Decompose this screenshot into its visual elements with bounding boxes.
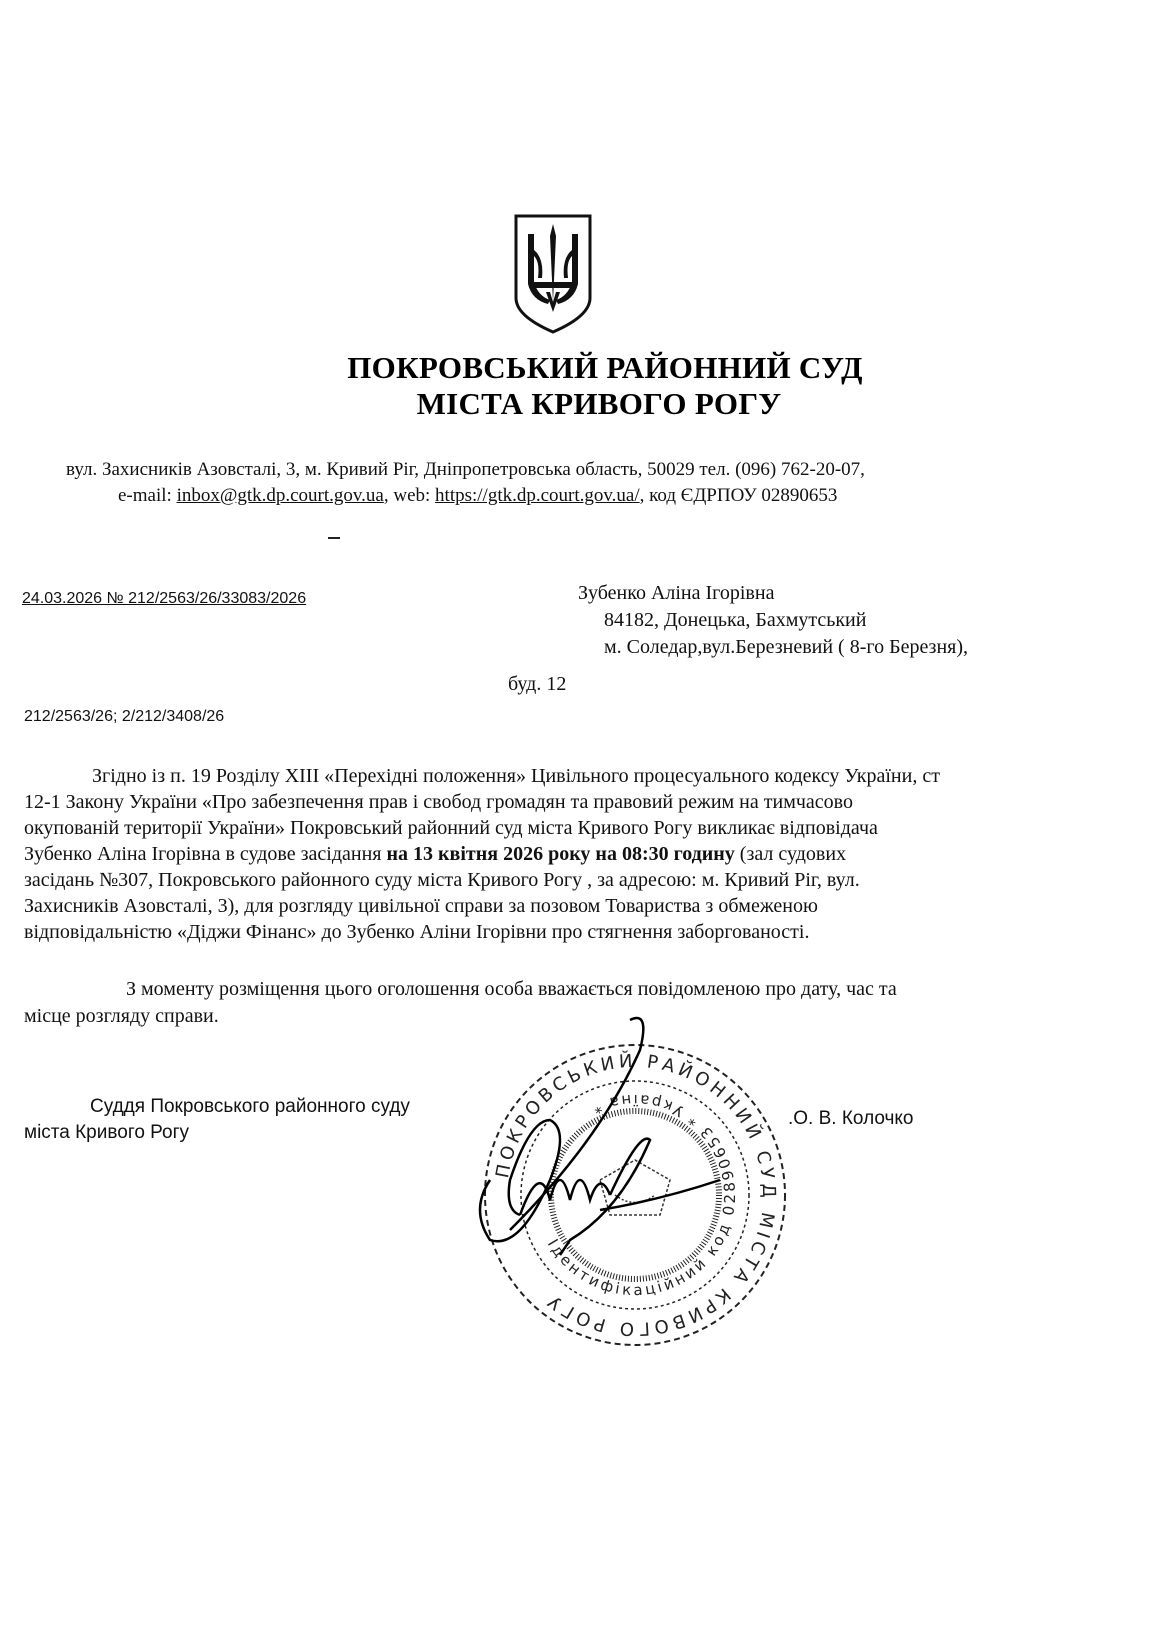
court-address: вул. Захисників Азовсталі, 3, м. Кривий Ріг, Дніпропетровська область, 50029 тел. (096) 762-20-07, bbox=[66, 459, 865, 480]
judge-position-line2: міста Кривого Рогу bbox=[24, 1122, 190, 1143]
body-line: Згідно із п. 19 Розділу XIII «Перехідні положення» Цивільного процесуального кодексу України, ст bbox=[92, 765, 940, 787]
court-name-line2: МІСТА КРИВОГО РОГУ bbox=[416, 386, 782, 421]
svg-text:ПОКРОВСЬКИЙ РАЙОННИЙ СУД МІСТА: ПОКРОВСЬКИЙ РАЙОННИЙ СУД МІСТА КРИВОГО РОГУ bbox=[492, 1050, 780, 1340]
court-contacts bbox=[118, 485, 837, 507]
hearing-datetime: на 13 квітня 2026 року на 08:30 годину bbox=[386, 843, 735, 865]
web-label: , web: bbox=[383, 485, 436, 506]
judge-position-line1: Суддя Покровського районного суду bbox=[90, 1096, 410, 1117]
case-numbers: 212/2563/26; 2/212/3408/26 bbox=[24, 708, 225, 725]
outgoing-reference: 24.03.2026 № 212/2563/26/33083/2026 bbox=[22, 590, 307, 607]
divider-mark bbox=[328, 537, 340, 539]
body-line: Захисників Азовсталі, 3), для розгляду цивільної справи за позовом Товариства з обмеженою bbox=[24, 895, 818, 917]
svg-text:Ідентифікаційний код 02890653: Ідентифікаційний код 02890653 * Україна * bbox=[543, 1090, 740, 1300]
body-line-hearing bbox=[24, 843, 846, 866]
coat-of-arms-icon bbox=[512, 212, 594, 336]
recipient-address-line1: 84182, Донецька, Бахмутський bbox=[604, 609, 867, 631]
body-text: (зал судових bbox=[734, 843, 847, 865]
edrpou-code: , код ЄДРПОУ 02890653 bbox=[639, 485, 838, 506]
email-label: e-mail: bbox=[118, 485, 177, 506]
body-line: окупованій території України» Покровський районний суд міста Кривого Рогу викликає відповідача bbox=[24, 817, 878, 839]
judge-signature-icon bbox=[450, 1010, 740, 1270]
recipient-name: Зубенко Аліна Ігорівна bbox=[578, 582, 775, 604]
judge-name: .О. В. Колочко bbox=[788, 1108, 914, 1129]
body-line: відповідальністю «Діджи Фінанс» до Зубенко Аліни Ігорівни про стягнення заборгованості. bbox=[24, 921, 810, 943]
web-link[interactable]: https://gtk.dp.court.gov.ua/ bbox=[435, 485, 640, 506]
body-text: Зубенко Аліна Ігорівна в судове засідання bbox=[24, 843, 387, 865]
recipient-address-line2: м. Соледар,вул.Березневий ( 8-го Березня), bbox=[604, 636, 969, 658]
body-line: засідань №307, Покровського районного суду міста Кривого Рогу , за адресою: м. Кривий Ріг, вул. bbox=[24, 869, 860, 891]
court-name-line1: ПОКРОВСЬКИЙ РАЙОННИЙ СУД bbox=[347, 350, 863, 385]
body-line: З моменту розміщення цього оголошення особа вважається повідомленою про дату, час та bbox=[126, 978, 897, 1000]
recipient-address-line3: буд. 12 bbox=[508, 673, 567, 695]
body-line: 12-1 Закону України «Про забезпечення прав і свобод громадян та правовий режим на тимчасово bbox=[24, 791, 853, 813]
body-line: місце розгляду справи. bbox=[24, 1005, 219, 1027]
email-link[interactable]: inbox@gtk.dp.court.gov.ua bbox=[176, 485, 384, 506]
